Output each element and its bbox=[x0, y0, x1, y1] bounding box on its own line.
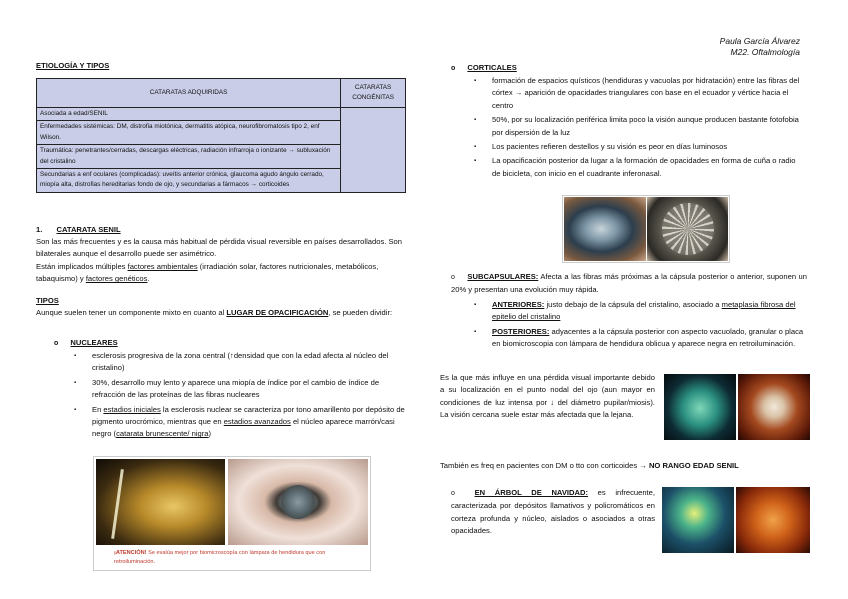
circle-bullet-icon: o bbox=[451, 490, 455, 497]
advanced-stages: estadios avanzados bbox=[223, 417, 291, 427]
text-run: , se pueden dividir: bbox=[328, 308, 393, 317]
environmental-factors: factores ambientales bbox=[127, 262, 198, 271]
cortical-cataract-figure bbox=[562, 195, 730, 263]
subcapsular-figure bbox=[664, 374, 810, 440]
square-bullet-icon: ▪ bbox=[74, 379, 77, 386]
corticales-label: CORTICALES bbox=[467, 63, 517, 72]
caption-text: Se evalúa mejor por biomicroscopía con lámpara de hendidura que con retroiluminación. bbox=[114, 550, 326, 565]
text-run: En bbox=[92, 404, 104, 414]
course-name: M22. Oftalmología bbox=[730, 47, 800, 57]
christmas-tree-paragraph bbox=[451, 487, 655, 538]
christmas-tree-figure bbox=[662, 487, 810, 553]
brunescent-eye-photo bbox=[228, 459, 368, 545]
section-title: ETIOLOGÍA Y TIPOS bbox=[36, 61, 110, 70]
subcapsular-label: SUBCAPSULARES: bbox=[467, 272, 539, 281]
square-bullet-icon: ▪ bbox=[74, 406, 77, 413]
list-item-text: Los pacientes refieren destellos y su visión es peor en días luminosos bbox=[492, 142, 728, 152]
heading-senile bbox=[36, 224, 121, 236]
red-reflex-photo bbox=[736, 487, 810, 553]
posterior-subcapsular-photo bbox=[738, 374, 810, 440]
author-name: Paula García Álvarez bbox=[719, 36, 800, 46]
list-item bbox=[74, 404, 406, 441]
cataract-types-table bbox=[36, 78, 406, 193]
list-item bbox=[474, 114, 804, 139]
square-bullet-icon: ▪ bbox=[74, 353, 77, 359]
list-item-text bbox=[92, 404, 406, 441]
square-bullet-icon: ▪ bbox=[474, 117, 477, 124]
table-row: Asociada a edad/SENIL bbox=[37, 108, 341, 121]
subcapsular-paragraph bbox=[451, 271, 807, 297]
square-bullet-icon: ▪ bbox=[474, 78, 477, 84]
circle-bullet-icon: o bbox=[54, 340, 59, 347]
cortical-eye-photo bbox=[564, 197, 646, 261]
visual-loss-paragraph: Es la que más influye en una pérdida visual importante debido a su localización en el punto nodal del ojo (aun mayor en condiciones de luz intensa por ↓ del diámetro pupilar/miosis). La visión cercana suele estar más afectada que la lejana. bbox=[440, 373, 655, 420]
nuclear-cataract-figure bbox=[93, 456, 371, 571]
text-run: Afecta a las fibras más próximas a la cápsula posterior o anterior, suponen un 20% y presentan una evolución muy rápida. bbox=[451, 272, 807, 295]
corticales-heading bbox=[451, 62, 517, 75]
heading-number: 1. bbox=[36, 225, 43, 234]
fibrous-metaplasia: metaplasia fibrosa del epitelio del cristalino bbox=[492, 300, 796, 322]
opacification-site: LUGAR DE OPACIFICACIÓN bbox=[226, 308, 329, 317]
text-run: ) bbox=[208, 429, 212, 439]
no-senile-range: NO RANGO EDAD SENIL bbox=[648, 461, 739, 470]
corticales-list bbox=[474, 75, 804, 180]
spoke-cataract-photo bbox=[647, 197, 728, 261]
initial-stages: estadios iniciales bbox=[103, 404, 161, 414]
subcapsular-list bbox=[474, 299, 807, 351]
list-item-text: 30%, desarrollo muy lento y aparece una miopía de índice por el cambio de índice de refracción de las proteínas de las fibras nucleares bbox=[92, 377, 380, 400]
text-run: Aunque suelen tener un componente mixto en cuanto al bbox=[36, 308, 227, 317]
text-run: adyacentes a la cápsula posterior con aspecto vacuolado, granular o placa en biomicroscopia con lámpara de hendidura oblicua y aparece negra en retroiluminación. bbox=[492, 326, 804, 349]
nucleares-label: NUCLEARES bbox=[70, 338, 118, 347]
table-header-congenital: CATARATAS CONGÉNITAS bbox=[341, 79, 406, 108]
table-header-acquired: CATARATAS ADQUIRIDAS bbox=[37, 79, 341, 108]
senile-paragraph: Son las más frecuentes y es la causa más habitual de pérdida visual reversible en países desarrollados. Son bilaterales aunque el desarrollo puede ser asimétrico. bbox=[36, 237, 402, 259]
list-item bbox=[474, 141, 804, 153]
factors-paragraph bbox=[36, 261, 406, 286]
heading-label: CATARATA SENIL bbox=[56, 225, 121, 234]
text-run: . bbox=[147, 274, 150, 284]
tipos-label: TIPOS bbox=[36, 296, 59, 305]
text-run: justo debajo de la cápsula del cristalino, asociado a bbox=[544, 300, 722, 309]
list-item bbox=[474, 326, 807, 351]
figure-caption bbox=[114, 549, 364, 567]
list-item bbox=[74, 350, 406, 375]
christmas-tree-label: EN ÁRBOL DE NAVIDAD: bbox=[474, 488, 589, 497]
text-run: Están implicados múltiples bbox=[36, 262, 128, 271]
text-run: (irradiación solar, factores nutricionales, metabólicos, tabaquismo) y bbox=[36, 262, 379, 284]
list-item bbox=[474, 75, 804, 112]
nucleares-heading bbox=[54, 337, 118, 350]
text-run: la esclerosis nuclear se caracteriza por tono amarillento por depósito de pigmento urocrómico, mientras que en bbox=[92, 404, 405, 427]
congenital-cell bbox=[341, 108, 406, 193]
square-bullet-icon: ▪ bbox=[474, 144, 477, 151]
anterior-label: ANTERIORES: bbox=[492, 300, 545, 309]
posterior-label: POSTERIORES: bbox=[492, 326, 550, 336]
dm-paragraph bbox=[440, 460, 810, 472]
list-item-text bbox=[492, 326, 807, 351]
list-item-text bbox=[492, 299, 807, 324]
square-bullet-icon: ▪ bbox=[474, 328, 477, 335]
text-run: el núcleo aparece marrón/casi negro ( bbox=[92, 417, 395, 439]
brunescent-cataract: catarata brunescente/ nigra bbox=[116, 429, 209, 439]
list-item bbox=[474, 155, 804, 180]
square-bullet-icon: ▪ bbox=[474, 158, 477, 165]
square-bullet-icon: ▪ bbox=[474, 302, 477, 308]
list-item-text: 50%, por su localización periférica limita poco la visión aunque producen bastante fotofobia por dispersión de la luz bbox=[492, 115, 799, 137]
caption-warning: ¡ATENCIÓN! bbox=[114, 550, 147, 556]
circle-bullet-icon: o bbox=[451, 65, 456, 72]
tipos-paragraph bbox=[36, 307, 406, 319]
text-run: es infrecuente, caracterizada por depósitos llamativos y policromáticos en corteza profunda y núcleo, aislados o asociados a otras opacidades. bbox=[451, 488, 655, 536]
genetic-factors: factores genéticos bbox=[85, 274, 148, 284]
list-item-text: esclerosis progresiva de la zona central (↑densidad que con la edad afecta al núcleo del cristalino) bbox=[92, 351, 389, 373]
page-header bbox=[720, 36, 800, 58]
retroillumination-photo bbox=[664, 374, 736, 440]
circle-bullet-icon: o bbox=[451, 274, 455, 281]
table-row: Traumática: penetrantes/cerradas, descargas eléctricas, radiación infrarroja o ionizante → subluxación del cristalino bbox=[37, 145, 341, 169]
table-row: Secundarias a enf oculares (complicadas): uveítis anterior crónica, glaucoma agudo ángulo cerrado, miopía alta, distrofias hereditarias fondo de ojo, y secundarias a fármacos → corticoides bbox=[37, 169, 341, 193]
text-run: También es freq en pacientes con DM o tto con corticoides → bbox=[440, 461, 649, 470]
polychromatic-deposits-photo bbox=[662, 487, 734, 553]
table-row: Enfermedades sistémicas: DM, distrofia miotónica, dermatitis atópica, neurofibromatosis tipo 2, enf Wilson. bbox=[37, 121, 341, 145]
slit-lamp-photo bbox=[96, 459, 225, 545]
list-item-text: La opacificación posterior da lugar a la formación de opacidades en forma de cuña o radio de bicicleta, con inicio en el cuadrante inferonasal. bbox=[492, 156, 796, 178]
nucleares-list bbox=[74, 350, 406, 441]
list-item bbox=[74, 377, 406, 402]
list-item-text: formación de espacios quísticos (hendiduras y vacuolas por hidratación) entre las fibras del córtex → aparición de opacidades triangulares con base en el ecuador y vértice hacia el centro bbox=[492, 76, 800, 110]
list-item bbox=[474, 299, 807, 324]
